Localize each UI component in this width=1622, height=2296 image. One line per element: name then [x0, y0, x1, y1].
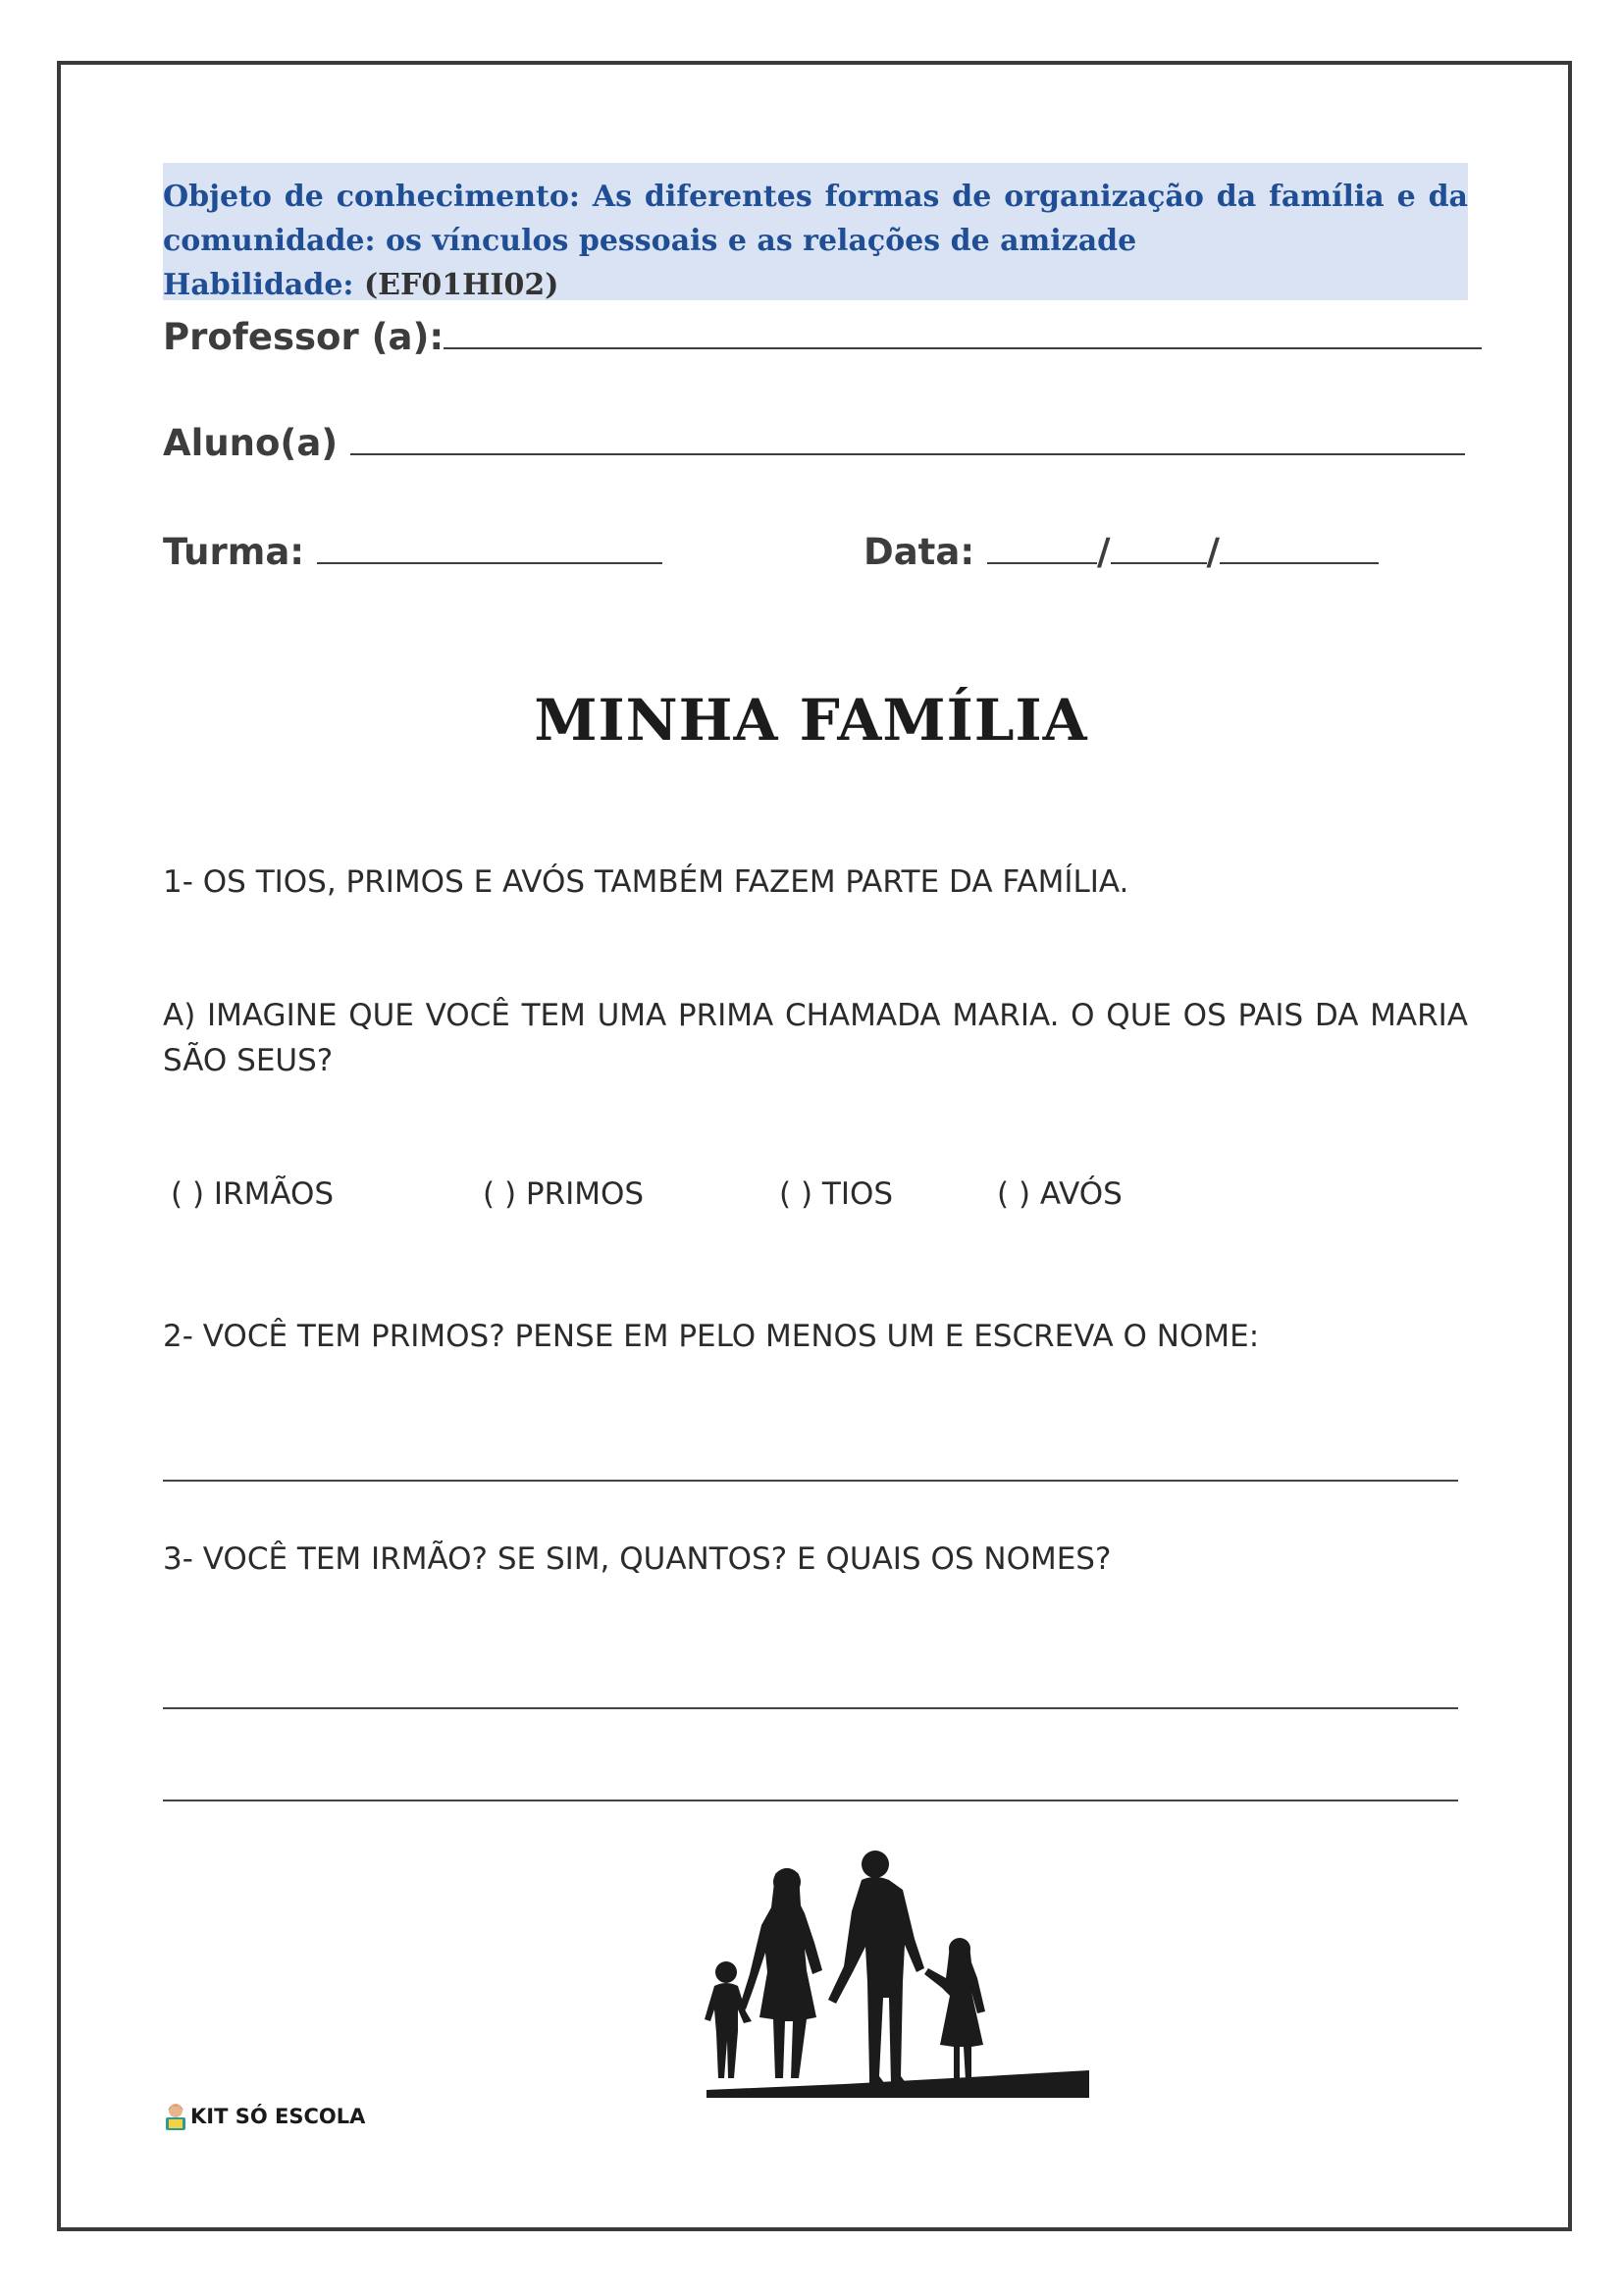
objeto-line-1: Objeto de conhecimento: As diferentes formas de organização da família e da — [163, 180, 1468, 214]
date-separator-2: / — [1206, 531, 1221, 573]
aluno-input-line[interactable] — [350, 424, 1465, 455]
child-reading-icon — [163, 2102, 188, 2131]
turma-input-line[interactable] — [317, 533, 662, 564]
question-1a: A) IMAGINE QUE VOCÊ TEM UMA PRIMA CHAMADA MARIA. O QUE OS PAIS DA MARIA SÃO SEUS? — [163, 998, 1468, 1078]
habilidade-code: (EF01HI02) — [363, 268, 559, 302]
habilidade-line — [163, 263, 1468, 307]
data-field — [863, 531, 1379, 573]
habilidade-label: Habilidade: — [163, 268, 354, 302]
option-tios[interactable]: ( ) TIOS — [779, 1176, 894, 1212]
answer-line-q3-2[interactable] — [163, 1800, 1458, 1801]
family-silhouette-image — [697, 1845, 1097, 2100]
data-label: Data: — [863, 531, 975, 573]
question-3: 3- VOCÊ TEM IRMÃO? SE SIM, QUANTOS? E QUAIS OS NOMES? — [163, 1541, 1112, 1577]
option-primos[interactable]: ( ) PRIMOS — [483, 1176, 645, 1212]
turma-label: Turma: — [163, 531, 305, 573]
professor-input-line[interactable] — [444, 318, 1482, 349]
answer-line-q3-1[interactable] — [163, 1707, 1458, 1709]
answer-line-q2[interactable] — [163, 1480, 1458, 1482]
turma-field — [163, 531, 662, 573]
professor-field — [163, 316, 1482, 358]
objeto-line-2: comunidade: os vínculos pessoais e as relações de amizade — [163, 224, 1137, 258]
date-day-line[interactable] — [987, 533, 1097, 564]
option-irmaos[interactable]: ( ) IRMÃOS — [171, 1176, 335, 1212]
aluno-field — [163, 422, 1465, 464]
kit-so-escola-logo — [163, 2102, 365, 2131]
date-separator-1: / — [1097, 531, 1111, 573]
aluno-label: Aluno(a) — [163, 422, 339, 464]
question-1: 1- OS TIOS, PRIMOS E AVÓS TAMBÉM FAZEM PARTE DA FAMÍLIA. — [163, 864, 1129, 900]
question-2: 2- VOCÊ TEM PRIMOS? PENSE EM PELO MENOS UM E ESCREVA O NOME: — [163, 1319, 1260, 1354]
date-month-line[interactable] — [1111, 533, 1207, 564]
logo-text: KIT SÓ ESCOLA — [190, 2105, 366, 2128]
option-avos[interactable]: ( ) AVÓS — [997, 1176, 1123, 1212]
date-year-line[interactable] — [1220, 533, 1379, 564]
page-title: MINHA FAMÍLIA — [534, 687, 1088, 754]
curriculum-header — [163, 163, 1468, 300]
professor-label: Professor (a): — [163, 316, 445, 358]
